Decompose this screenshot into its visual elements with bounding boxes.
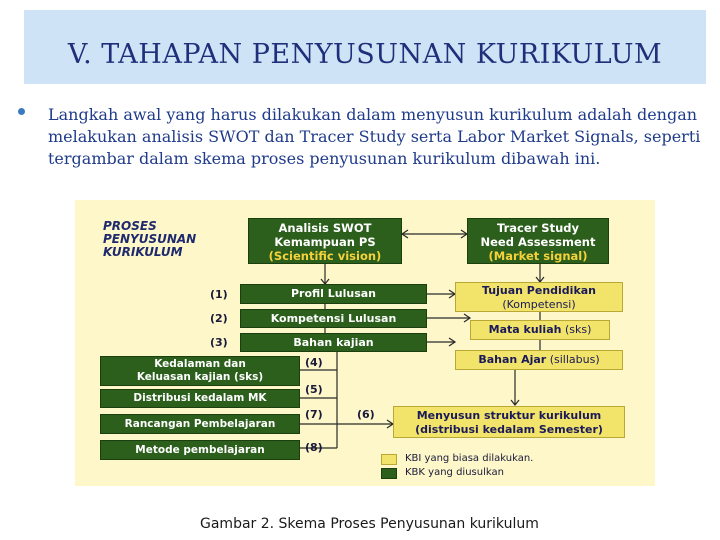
kompetensi-lulusan-box: Kompetensi Lulusan (240, 309, 427, 328)
kedalaman-line: Kedalaman dan (154, 358, 246, 370)
step-number: (1) (210, 288, 228, 301)
figure-heading (103, 220, 196, 259)
struktur-line: Menyusun struktur kurikulum (416, 409, 602, 422)
tracer-box (467, 218, 609, 264)
struktur-kurikulum-box (393, 406, 625, 438)
kedalaman-line: Keluasan kajian (sks) (136, 371, 264, 383)
swot-line: Kemampuan PS (274, 235, 376, 249)
bullet-dot (18, 108, 25, 115)
bahan-ajar-box (455, 350, 623, 370)
legend-kbi-label: KBI yang biasa dilakukan. (405, 453, 534, 464)
tracer-line: (Market signal) (488, 249, 588, 263)
step-number: (3) (210, 336, 228, 349)
tracer-line: Tracer Study (497, 221, 579, 235)
step-number: (2) (210, 312, 228, 325)
swot-box (248, 218, 402, 264)
title-band (24, 10, 706, 84)
bahan-ajar-sub: (sillabus) (546, 353, 600, 366)
bullet-text: Langkah awal yang harus dilakukan dalam menyusun kurikulum adalah dengan melakukan analisis SWOT dan Tracer Study serta Labor Market Signals, seperti tergambar dalam skema proses penyusunan kurikulum dibawah ini. (48, 105, 701, 168)
bahan-ajar-label: Bahan Ajar (478, 353, 547, 366)
figure-caption: Gambar 2. Skema Proses Penyusunan kurikulum (200, 516, 539, 532)
distribusi-mk-box: Distribusi kedalam MK (100, 389, 300, 408)
swot-line: (Scientific vision) (268, 249, 382, 263)
mata-kuliah-box (470, 320, 610, 340)
process-diagram (75, 200, 655, 486)
step-number: (8) (305, 441, 323, 454)
slide-title: V. TAHAPAN PENYUSUNAN KURIKULUM (67, 39, 663, 70)
legend-kbk-label: KBK yang diusulkan (405, 467, 504, 478)
bahan-kajian-box: Bahan kajian (240, 333, 427, 352)
legend-swatch-kbk (381, 468, 397, 479)
tujuan-label: Tujuan Pendidikan (481, 284, 597, 297)
tracer-line: Need Assessment (480, 235, 596, 249)
kedalaman-box (100, 356, 300, 386)
step-number: (6) (357, 408, 375, 421)
struktur-line: (distribusi kedalam Semester) (415, 423, 603, 436)
legend-swatch-kbi (381, 454, 397, 465)
step-number: (5) (305, 383, 323, 396)
step-number: (4) (305, 356, 323, 369)
swot-line: Analisis SWOT (278, 221, 372, 235)
tujuan-pendidikan-box (455, 282, 623, 312)
tujuan-sub: (Kompetensi) (502, 298, 576, 311)
step-number: (7) (305, 408, 323, 421)
profil-lulusan-box: Profil Lulusan (240, 284, 427, 304)
mata-kuliah-sub: (sks) (561, 323, 592, 336)
mata-kuliah-label: Mata kuliah (488, 323, 562, 336)
figure-heading-line: PENYUSUNAN (103, 232, 197, 246)
metode-box: Metode pembelajaran (100, 440, 300, 460)
rancangan-box: Rancangan Pembelajaran (100, 414, 300, 434)
figure-heading-line: KURIKULUM (103, 245, 183, 259)
figure-heading-line: PROSES (103, 219, 157, 233)
